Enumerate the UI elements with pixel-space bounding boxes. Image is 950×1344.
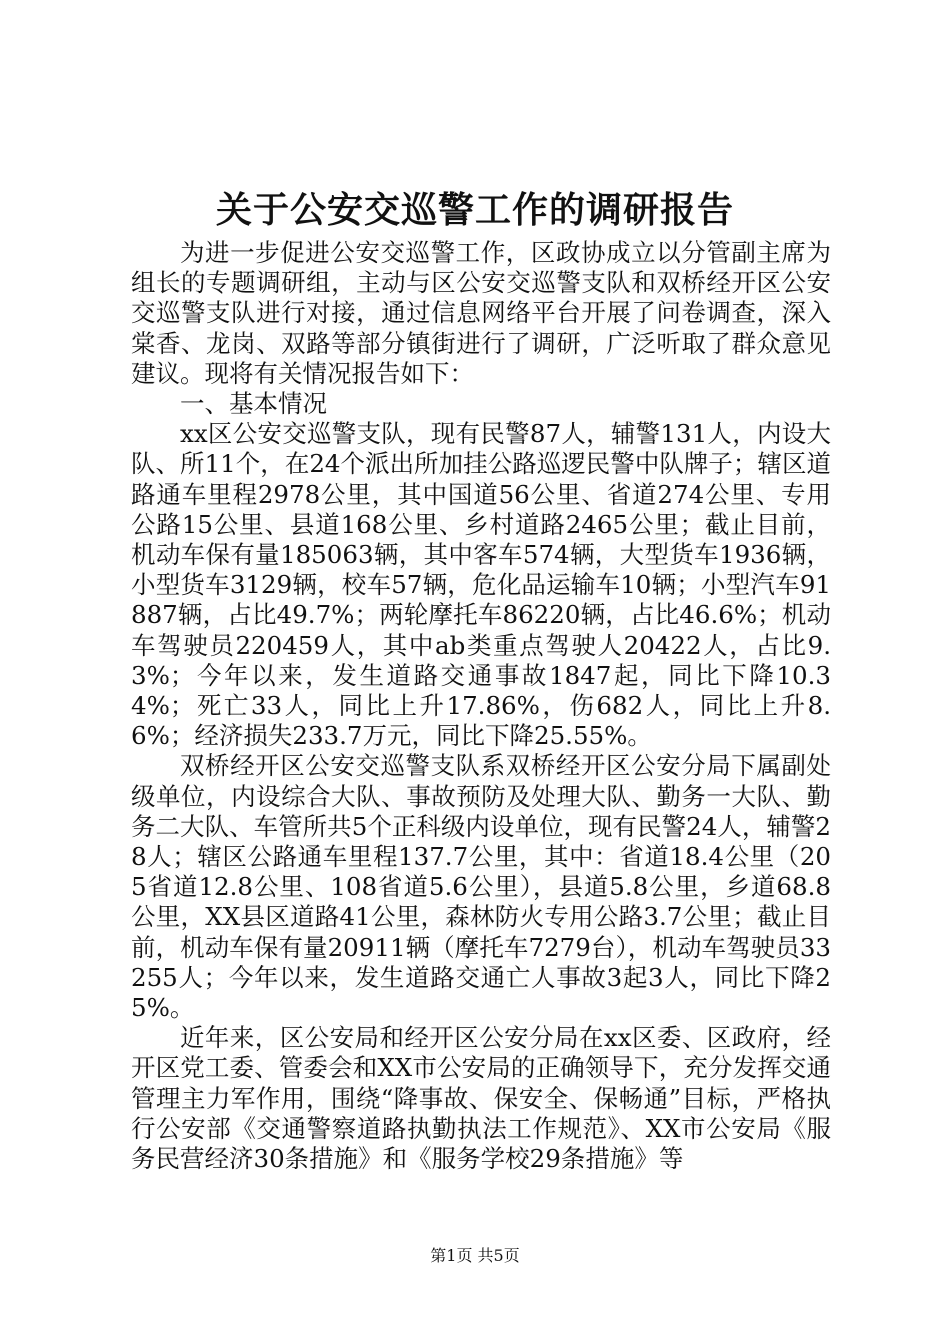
paragraph-shuangqiao-police: 双桥经开区公安交巡警支队系双桥经开区公安分局下属副处级单位，内设综合大队、事故预防及处理大队、勤务一大队、勤务二大队、车管所共5个正科级内设单位，现有民警24人，辅警28人；辖区公路通车里程137.7公里，其中：省道18.4公里（205省道12.8公里、108省道5.6公里），县道5.8公里，乡道68.8公里，XX县区道路41公里，森林防火专用公路3.7公里；截止目前，机动车保有量20911辆（摩托车7279台），机动车驾驶员33255人；今年以来，发生道路交通亡人事故3起3人，同比下降25%。 [131, 751, 831, 1023]
document-body [131, 238, 831, 1174]
document-title: 关于公安交巡警工作的调研报告 [215, 189, 734, 231]
paragraph-intro: 为进一步促进公安交巡警工作，区政协成立以分管副主席为组长的专题调研组，主动与区公安交巡警支队和双桥经开区公安交巡警支队进行对接，通过信息网络平台开展了问卷调查，深入棠香、龙岗、双路等部分镇街进行了调研，广泛听取了群众意见建议。现将有关情况报告如下： [131, 238, 831, 388]
section-heading-basic-situation: 一、基本情况 [180, 389, 327, 419]
page-footer: 第1页 共5页 [430, 1246, 520, 1265]
paragraph-recent-years: 近年来，区公安局和经开区公安分局在xx区委、区政府，经开区党工委、管委会和XX市公安局的正确领导下，充分发挥交通管理主力军作用，围绕“降事故、保安全、保畅通”目标，严格执行公安部《交通警察道路执勤执法工作规范》、XX市公安局《服务民营经济30条措施》和《服务学校29条措施》等 [131, 1023, 831, 1174]
paragraph-xx-district-police: xx区公安交巡警支队，现有民警87人，辅警131人，内设大队、所11个，在24个派出所加挂公路巡逻民警中队牌子；辖区道路通车里程2978公里，其中国道56公里、省道274公里、专用公路15公里、县道168公里、乡村道路2465公里；截止目前，机动车保有量185063辆，其中客车574辆，大型货车1936辆，小型货车3129辆，校车57辆，危化品运输车10辆；小型汽车91887辆，占比49.7%；两轮摩托车86220辆，占比46.6%；机动车驾驶员220459人，其中ab类重点驾驶人20422人，占比9.3%；今年以来，发生道路交通事故1847起，同比下降10.34%；死亡33人，同比上升17.86%，伤682人，同比上升8.6%；经济损失233.7万元，同比下降25.55%。 [131, 419, 831, 751]
